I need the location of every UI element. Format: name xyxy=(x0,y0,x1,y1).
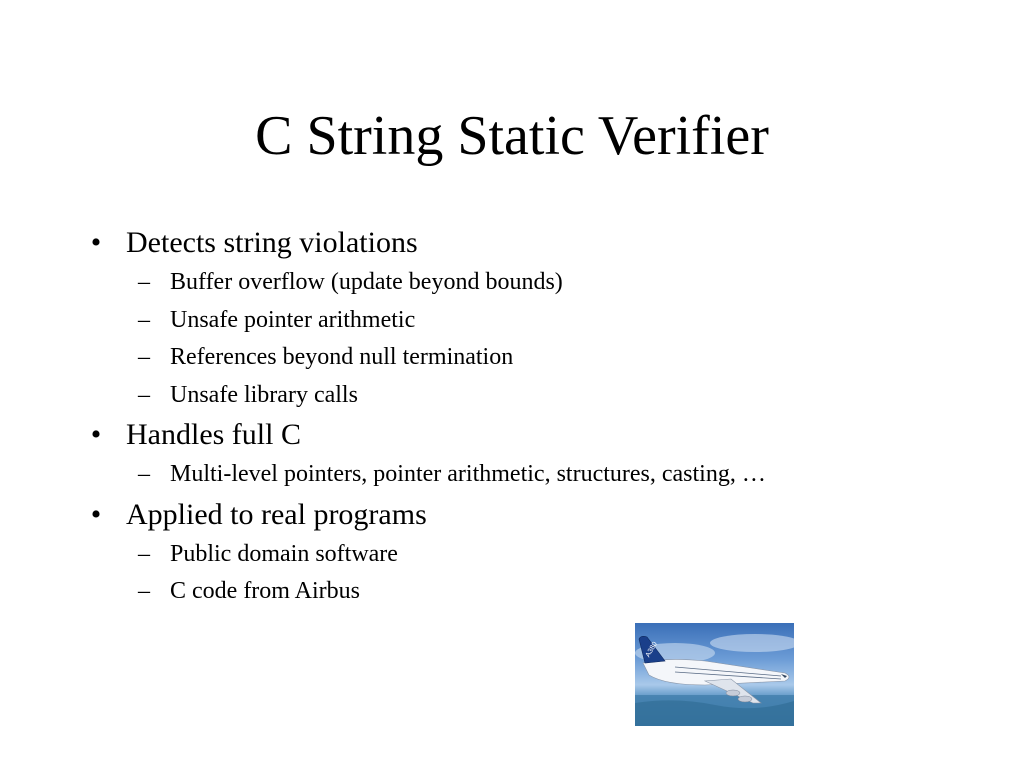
bullet-group xyxy=(84,414,984,494)
sub-item xyxy=(84,302,984,340)
sub-marker: – xyxy=(138,381,150,408)
sub-text: Public domain software xyxy=(170,540,398,567)
bullet-list xyxy=(84,222,984,611)
bullet-text: Detects string violations xyxy=(126,226,418,259)
airbus-a380-photo xyxy=(635,623,794,726)
sub-marker: – xyxy=(138,540,150,567)
sub-list xyxy=(84,536,984,611)
bullet-marker: • xyxy=(90,497,102,531)
sub-marker: – xyxy=(138,461,150,487)
bullet-marker: • xyxy=(90,226,102,259)
sub-item xyxy=(84,456,984,494)
sub-marker: – xyxy=(138,344,150,370)
sub-text: Unsafe library calls xyxy=(170,381,358,408)
sub-item xyxy=(84,536,984,574)
sub-item xyxy=(84,264,984,302)
bullet-item xyxy=(84,222,984,264)
sub-marker: – xyxy=(138,269,150,295)
sub-text: Buffer overflow (update beyond bounds) xyxy=(170,269,563,295)
bullet-group xyxy=(84,494,984,611)
bullet-group xyxy=(84,222,984,414)
bullet-text: Applied to real programs xyxy=(126,497,427,531)
bullet-item xyxy=(84,414,984,456)
bullet-text: Handles full C xyxy=(126,418,301,451)
sub-item xyxy=(84,377,984,415)
sub-item xyxy=(84,339,984,377)
sub-list xyxy=(84,264,984,414)
sub-text: References beyond null termination xyxy=(170,344,514,370)
airplane-illustration xyxy=(635,623,794,726)
sub-marker: – xyxy=(138,578,150,604)
sub-text: C code from Airbus xyxy=(170,578,360,604)
bullet-marker: • xyxy=(90,418,102,451)
tail-text: A380 xyxy=(644,640,659,659)
sub-text: Multi-level pointers, pointer arithmetic, structures, casting, … xyxy=(170,461,766,487)
sub-marker: – xyxy=(138,306,150,333)
sub-list xyxy=(84,456,984,494)
sub-item xyxy=(84,573,984,611)
bullet-item xyxy=(84,494,984,536)
slide-title: C String Static Verifier xyxy=(255,105,769,167)
sub-text: Unsafe pointer arithmetic xyxy=(170,306,416,333)
